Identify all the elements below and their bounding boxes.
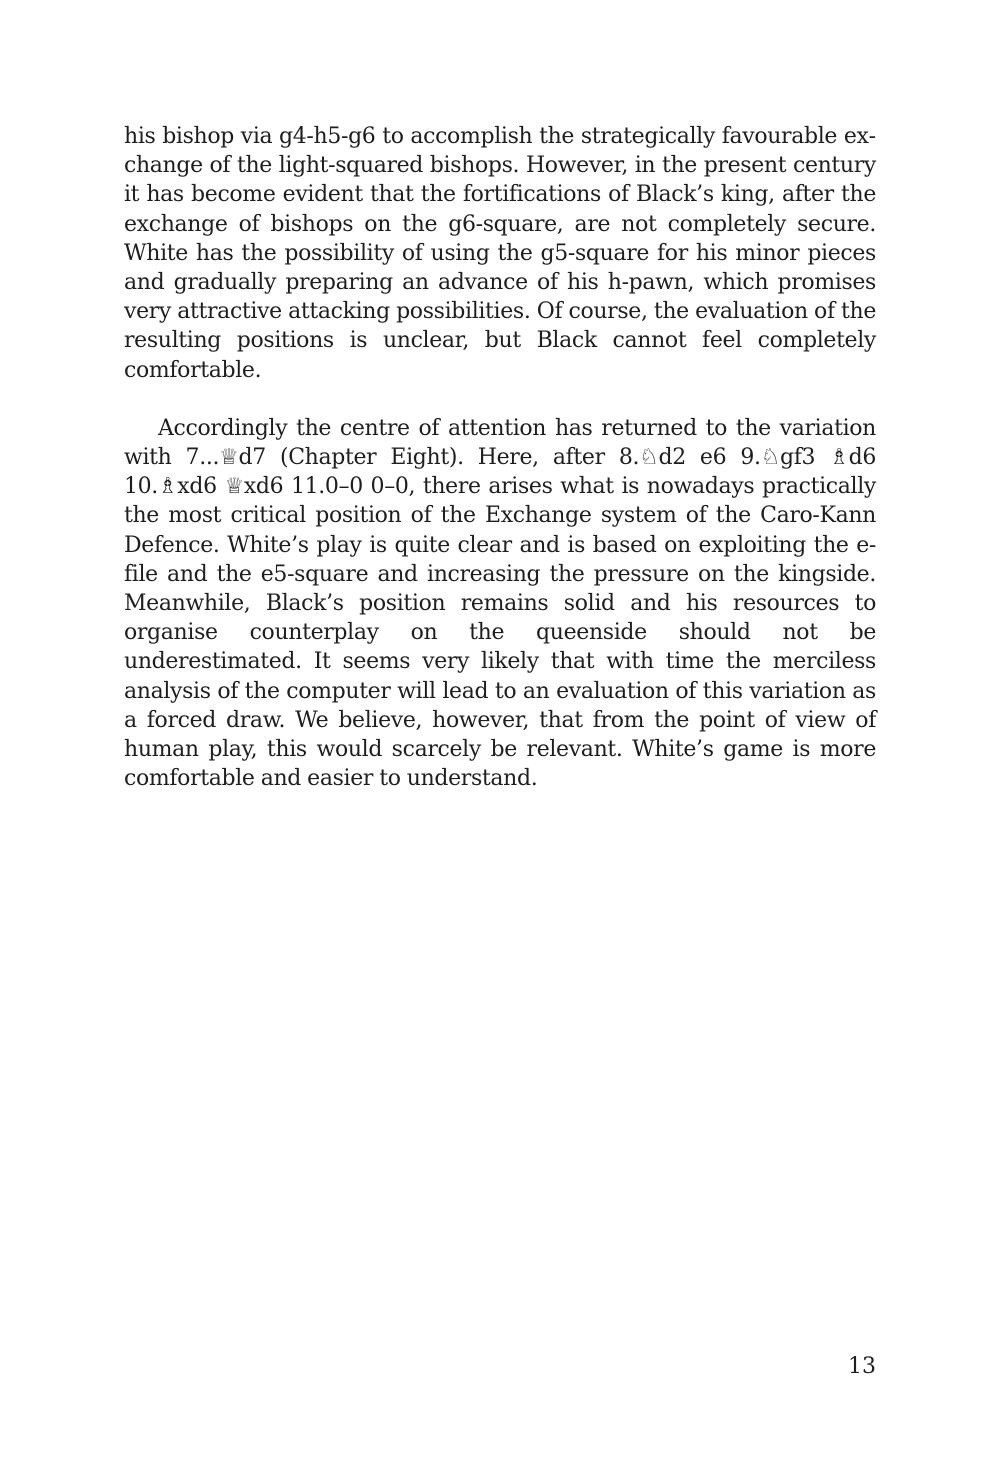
- paragraph-2: Accordingly the centre of attention has returned to the variation with 7...♕d7 (Chapter Eight). Here, after 8.♘d2 e6 9.♘gf3 ♗d6 10.♗xd6 ♕xd6 11.0–0 0–0, there arises what is nowadays practically the most critical position of the Exchange system of the Caro-Kann Defence. White’s play is quite clear and is based on exploiting the e-file and the e5-square and increasing the pressure on the kingside. Meanwhile, Black’s position remains solid and his resources to organise counterplay on the queenside should not be underestimated. It seems very likely that with time the merciless analysis of the computer will lead to an evaluation of this variation as a forced draw. We believe, however, that from the point of view of human play, this would scarcely be relevant. White’s game is more comfortable and easier to understand.: [124, 415, 876, 792]
- paragraph-1: his bishop via g4-h5-g6 to accomplish the strategically favourable exchange of the light-squared bishops. However, in the present century it has become evident that the fortifications of Black’s king, after the exchange of bishops on the g6-square, are not completely secure. White has the possibility of using the g5-square for his minor pieces and gradually preparing an advance of his h-pawn, which promises very attractive attacking possibilities. Of course, the evaluation of the resulting positions is unclear, but Black cannot feel completely comfortable.: [124, 124, 876, 383]
- body-text: [124, 122, 876, 793]
- page-number: 13: [848, 1354, 876, 1379]
